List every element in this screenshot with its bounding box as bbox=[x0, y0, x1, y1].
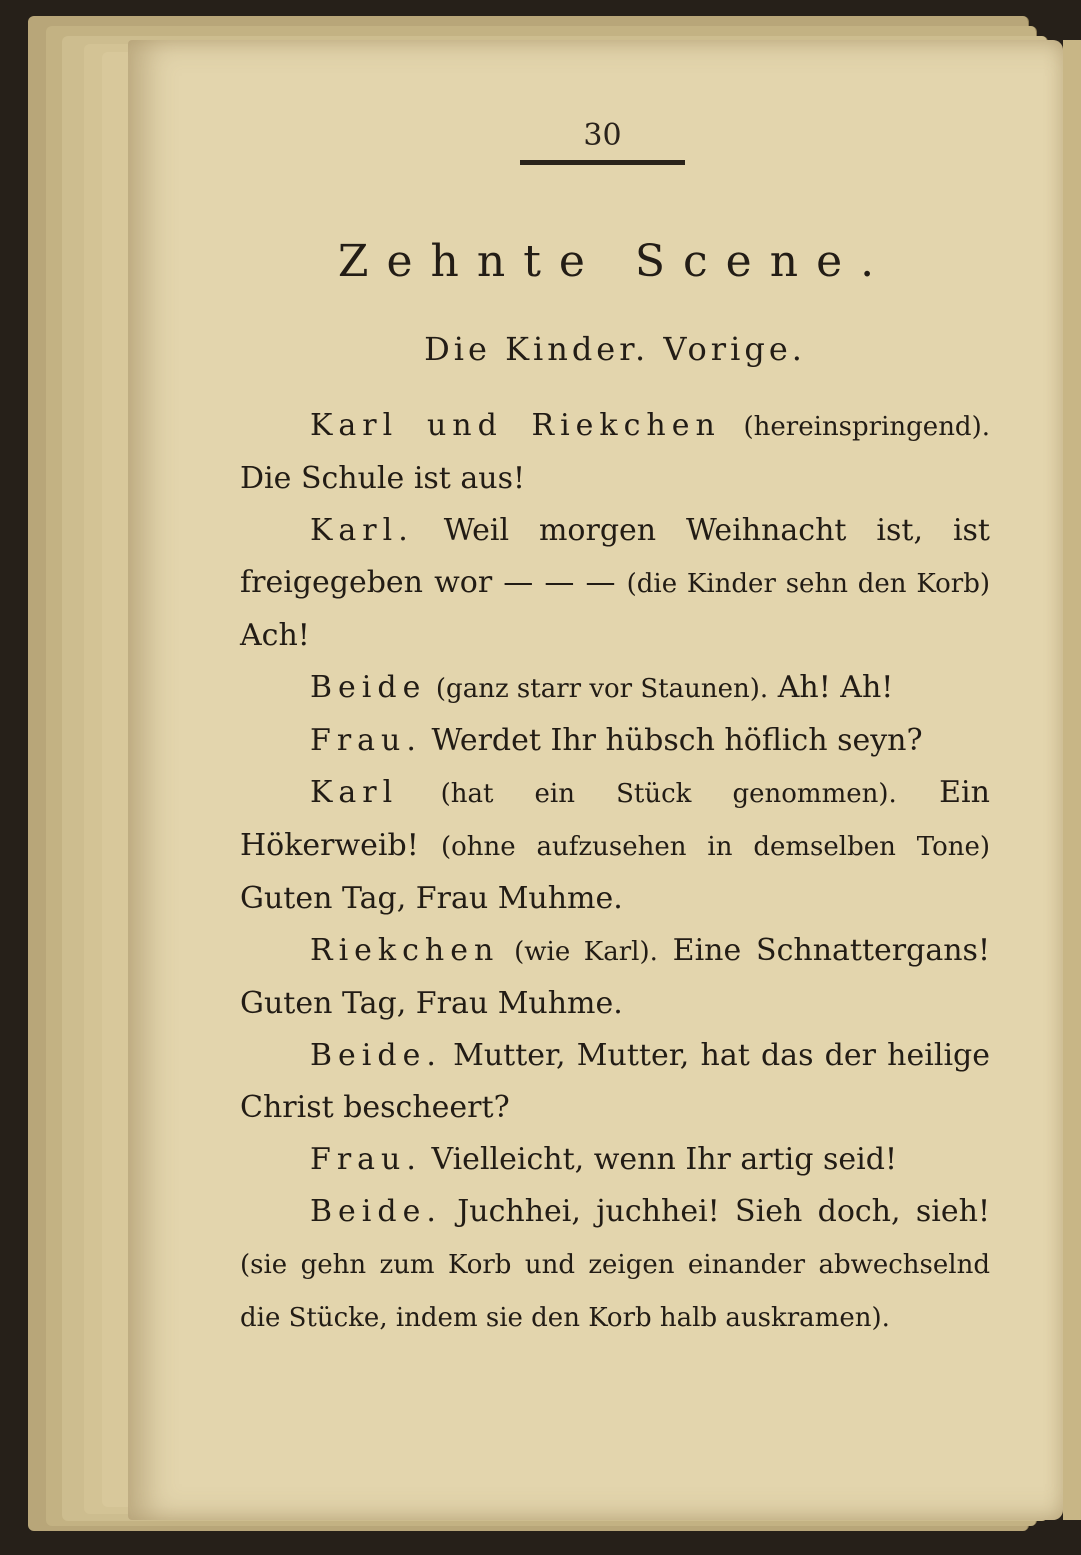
page-number-rule bbox=[520, 160, 685, 165]
speaker-name: Beide bbox=[310, 670, 427, 705]
spoken-text: Ein Hökerweib! bbox=[240, 775, 990, 863]
spoken-text: Weil morgen Weihnacht ist, ist freigegeben wor — — — bbox=[240, 513, 990, 600]
dialogue-paragraph bbox=[240, 767, 990, 925]
speaker-name: Beide. bbox=[310, 1194, 442, 1229]
spoken-text: Vielleicht, wenn Ihr artig seid! bbox=[431, 1142, 898, 1177]
speaker-name: Riekchen bbox=[310, 933, 500, 968]
speaker-name: Frau. bbox=[310, 723, 422, 758]
cast-line: Die Kinder. Vorige. bbox=[424, 330, 806, 368]
stage-direction: (hat ein Stück genommen). bbox=[440, 779, 897, 809]
stage-direction: (ohne aufzusehen in demselben Tone) bbox=[440, 832, 991, 862]
speaker-name: Beide. bbox=[310, 1038, 442, 1073]
spoken-text: Eine Schnattergans! Guten Tag, Frau Muhme. bbox=[240, 933, 990, 1021]
stage-direction: (die Kinder sehn den Korb) bbox=[626, 569, 990, 599]
dialogue-paragraph bbox=[240, 1186, 990, 1344]
spoken-text: Guten Tag, Frau Muhme. bbox=[240, 881, 623, 916]
dialogue-paragraph bbox=[240, 662, 990, 715]
dialogue-paragraph bbox=[240, 400, 990, 505]
spoken-text: Ach! bbox=[240, 618, 310, 653]
stage-direction: (ganz starr vor Staunen). bbox=[435, 674, 769, 704]
speaker-name: Karl. bbox=[310, 513, 414, 548]
spoken-text: Juchhei, juchhei! Sieh doch, sieh! bbox=[457, 1194, 990, 1229]
facing-page-edge bbox=[1063, 40, 1081, 1520]
dialogue-paragraph bbox=[240, 1134, 990, 1186]
stage-direction: (sie gehn zum Korb und zeigen einander abwechselnd die Stücke, indem sie den Korb halb auskramen). bbox=[240, 1250, 990, 1333]
speaker-name: Karl und Riekchen bbox=[310, 408, 721, 443]
scene-heading: Zehnte Scene. bbox=[337, 236, 893, 287]
spoken-text: Mutter, Mutter, hat das der heilige Christ bescheert? bbox=[240, 1038, 990, 1125]
dialogue-paragraph bbox=[240, 925, 990, 1030]
spoken-text: Ah! Ah! bbox=[777, 670, 894, 705]
stage-direction: (hereinspringend). bbox=[743, 412, 990, 442]
dialogue-text bbox=[240, 400, 990, 1344]
stage-direction: (wie Karl). bbox=[514, 937, 658, 967]
speaker-name: Frau. bbox=[310, 1142, 422, 1177]
speaker-name: Karl bbox=[310, 775, 399, 810]
dialogue-paragraph bbox=[240, 715, 990, 767]
spoken-text: Die Schule ist aus! bbox=[240, 461, 526, 496]
spoken-text: Werdet Ihr hübsch höflich seyn? bbox=[431, 723, 923, 758]
page-number: 30 bbox=[583, 118, 622, 153]
dialogue-paragraph bbox=[240, 1030, 990, 1134]
dialogue-paragraph bbox=[240, 505, 990, 662]
